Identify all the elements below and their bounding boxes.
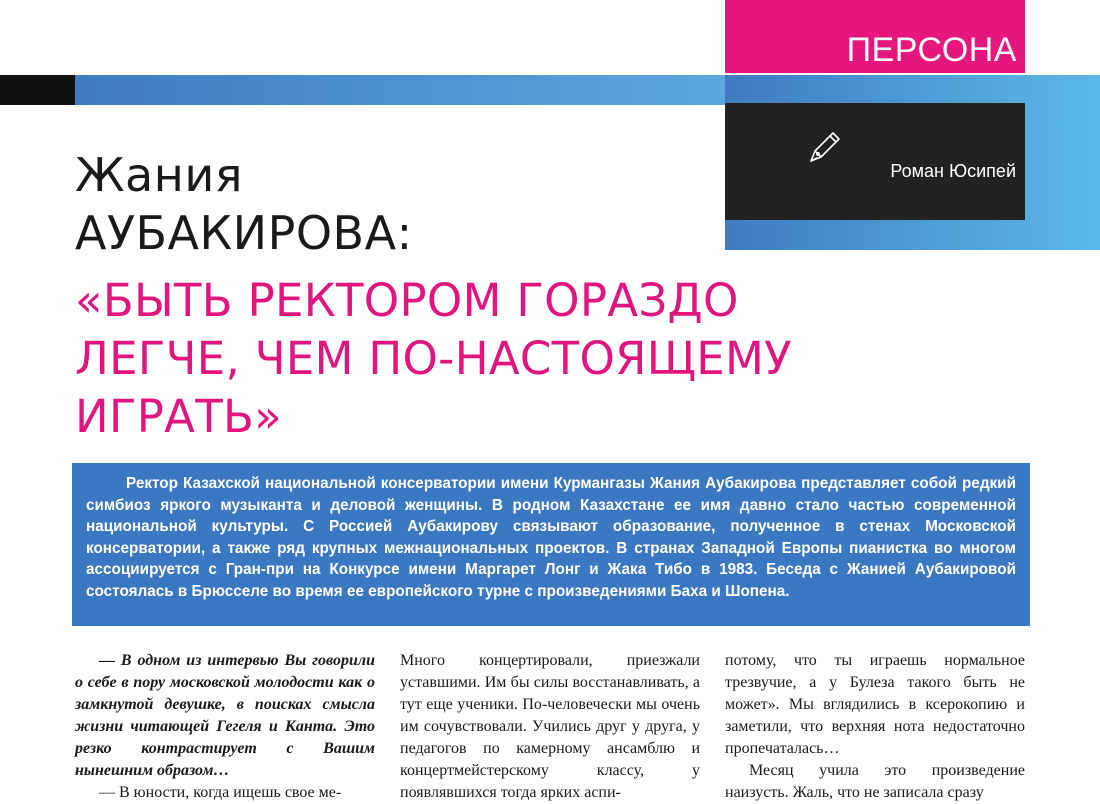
- lead-text: Ректор Казахской национальной консерватории имени Курмангазы Жания Аубакирова представляет собой редкий симбиоз яркого музыканта и деловой женщины. В родном Казахстане ее имя давно стало частью современной национальной культуры. С Россией Аубакирову связывают образование, полученное в стенах Московской консерватории, а также ряд крупных межнациональных проектов. В странах Западной Европы пианистка во многом ассоциируется с Гран-при на Конкурсе имени Маргарет Лонг и Жака Тибо в 1983. Беседа с Жанией Аубакировой состоялась в Брюсселе во время ее европейского турне с произведениями Баха и Шопена.: [86, 475, 1016, 600]
- headline-quote: [75, 272, 1075, 446]
- top-blue-bar: [75, 75, 725, 105]
- article-column-3: [725, 650, 1025, 804]
- lead-box: [72, 463, 1030, 626]
- headline-first-name: Жания: [75, 148, 243, 202]
- author-box: [725, 103, 1025, 220]
- interview-question: — В одном из интервью Вы говорили о себе в пору московской молодости как о замкнутой девушке, в поисках смысла жизни читающей Гегеля и Канта. Это резко контрастирует с Вашим нынешним образом…: [75, 652, 375, 779]
- rubric-header: [725, 0, 1025, 73]
- interview-answer: — В юности, когда ищешь свое ме-: [99, 784, 342, 801]
- article-paragraph: Месяц учила это произведение наизусть. Жаль, что не записала сразу: [725, 762, 1025, 801]
- article-paragraph: Много концертировали, приезжали уставшими. Им бы силы восстанавливать, а тут еще ученики. По-человечески мы очень им сочувствовали. Учились друг у друга, у педагогов по камерному ансамблю и концертмейстерскому классу, у появлявшихся тогда ярких аспи-: [400, 652, 700, 801]
- top-black-bar: [0, 75, 75, 105]
- headline-name: [75, 146, 715, 262]
- headline-quote-line: «БЫТЬ РЕКТОРОМ ГОРАЗДО: [75, 274, 739, 327]
- article-paragraph: потому, что ты играешь нормальное трезвучие, а у Булеза такого быть не может». Мы вглядились в ксерокопию и заметили, что верхняя нота недостаточно пропечаталась…: [725, 652, 1025, 757]
- headline-last-name: АУБАКИРОВА:: [75, 206, 413, 260]
- headline-quote-line: ЛЕГЧЕ, ЧЕМ ПО-НАСТОЯЩЕМУ: [75, 332, 792, 385]
- pen-icon: [805, 127, 845, 167]
- headline-quote-line: ИГРАТЬ»: [75, 390, 283, 443]
- rubric-label: ПЕРСОНА: [846, 31, 1017, 69]
- author-name: Роман Юсипей: [890, 161, 1016, 181]
- article-column-2: [400, 650, 700, 804]
- article-column-1: [75, 650, 375, 804]
